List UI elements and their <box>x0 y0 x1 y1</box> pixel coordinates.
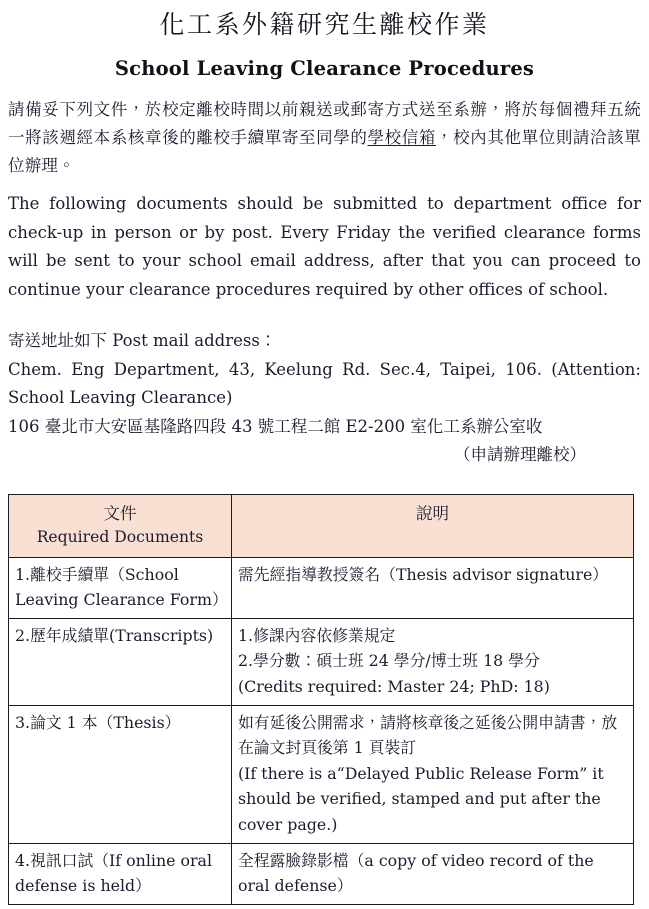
description-line: 1.修課內容依修業規定 <box>238 625 396 645</box>
table-cell-description <box>232 618 634 705</box>
table-row <box>9 618 634 705</box>
description-line: 2.學分數：碩士班 24 學分/博士班 18 學分 <box>238 651 540 671</box>
table-header-row <box>9 494 634 557</box>
page-title-chinese: 化工系外籍研究生離校作業 <box>159 10 490 39</box>
table-cell-description <box>232 705 634 843</box>
required-documents-table <box>8 494 634 905</box>
intro-paragraph-english: The following documents should be submitted to department office for check-up in person or by post. Every Friday the verified clearance forms will be sent to your school email address, after that you can proceed to continue your clearance procedures required by other offices of school. <box>8 193 641 300</box>
description-line: (If there is a“Delayed Public Release Form” it should be verified, stamped and put after the cover page.) <box>238 763 604 834</box>
table-cell-description <box>232 843 634 904</box>
table-header-description <box>232 494 634 557</box>
table-cell-document: 1.離校手續單（School Leaving Clearance Form） <box>9 557 232 618</box>
table-cell-description <box>232 557 634 618</box>
table-cell-document: 3.論文 1 本（Thesis） <box>9 705 232 843</box>
table-row <box>9 843 634 904</box>
document-page <box>0 10 649 909</box>
school-mailbox-underlined: 學校信箱 <box>367 127 436 147</box>
address-block <box>8 327 641 470</box>
page-title-english: School Leaving Clearance Procedures <box>114 56 535 80</box>
table-cell-document: 2.歷年成績單(Transcripts) <box>9 618 232 705</box>
address-line-chinese: 106 臺北市大安區基隆路四段 43 號工程二館 E2-200 室化工系辦公室收 <box>8 416 543 436</box>
intro-paragraph-chinese <box>8 96 641 181</box>
table-cell-document: 4.視訊口試（If online oral defense is held） <box>9 843 232 904</box>
address-line-english: Chem. Eng Department, 43, Keelung Rd. Sec.4, Taipei, 106. (Attention: School Leaving Clearance) <box>8 359 641 408</box>
table-row <box>9 557 634 618</box>
table-header-documents <box>9 494 232 557</box>
description-line: 需先經指導教授簽名（Thesis advisor signature） <box>238 564 609 584</box>
description-line: (Credits required: Master 24; PhD: 18) <box>238 677 550 697</box>
table-header-documents-cn: 文件 <box>103 503 137 523</box>
table-header-description-cn: 說明 <box>416 503 449 523</box>
address-note: （申請辦理離校） <box>454 445 586 465</box>
table-row <box>9 705 634 843</box>
description-line: 如有延後公開需求，請將核章後之延後公開申請書，放在論文封頁後第 1 頁裝訂 <box>238 712 618 758</box>
address-heading: 寄送地址如下 Post mail address： <box>8 331 277 351</box>
intro-chinese-part2: ，校內其他單位則請洽該單位辦理。 <box>8 127 641 176</box>
table-header-documents-en: Required Documents <box>36 528 204 547</box>
description-line: 全程露臉錄影檔（a copy of video record of the oral defense） <box>238 850 594 896</box>
intro-chinese-part1: 請備妥下列文件，於校定離校時間以前親送或郵寄方式送至系辦，將於每個禮拜五統一將該週經本系核章後的離校手續單寄至同學的 <box>8 99 641 147</box>
